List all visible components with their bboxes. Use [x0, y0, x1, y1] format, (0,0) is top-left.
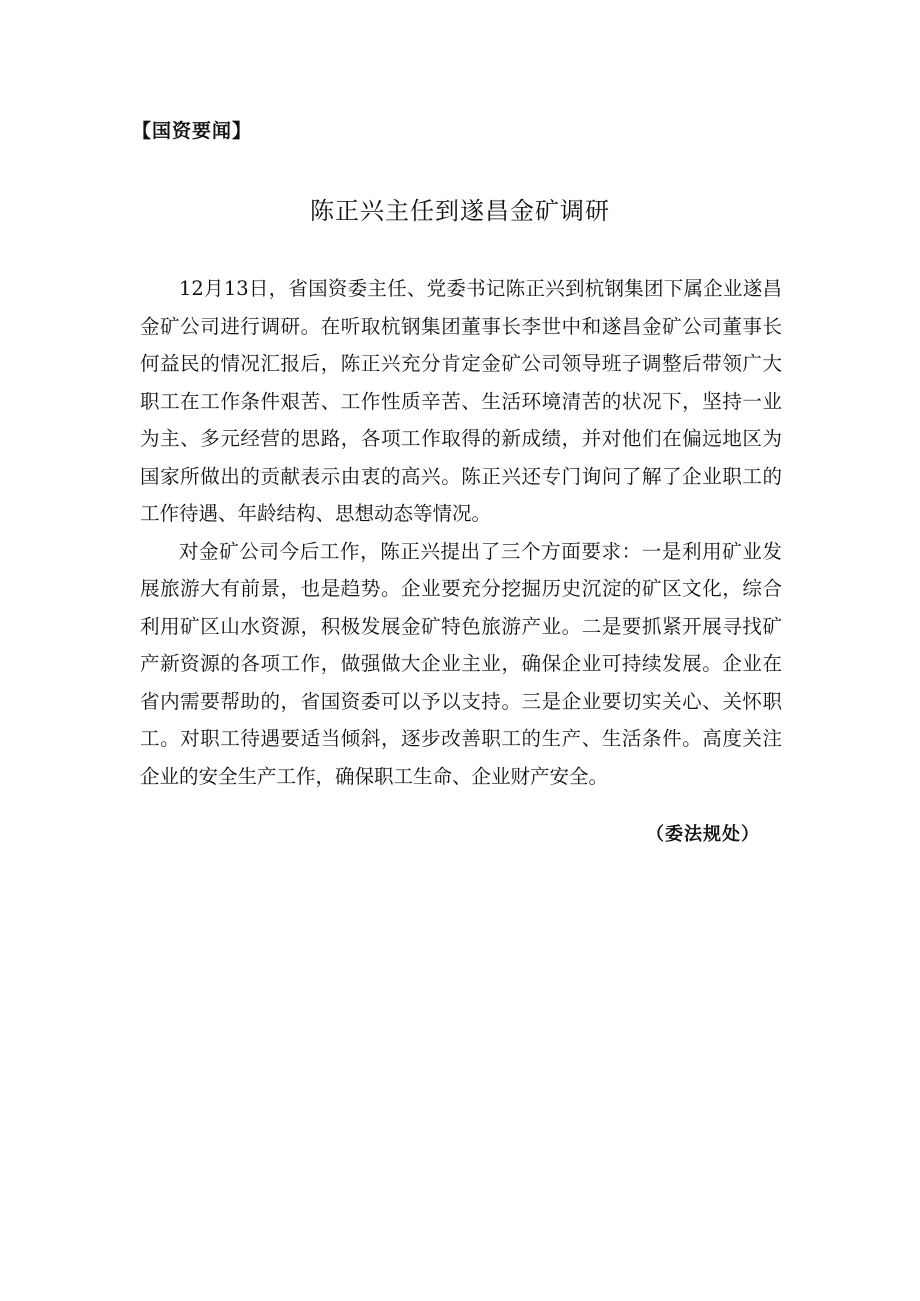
paragraph-1: 12月13日，省国资委主任、党委书记陈正兴到杭钢集团下属企业遂昌金矿公司进行调研。在听取杭钢集团董事长李世中和遂昌金矿公司董事长何益民的情况汇报后，陈正兴充分肯定金矿公司领导班子调整后带领广大职工在工作条件艰苦、工作性质辛苦、生活环境清苦的状况下，坚持一业为主、多元经营的思路，各项工作取得的新成绩，并对他们在偏远地区为国家所做出的贡献表示由衷的高兴。陈正兴还专门询问了解了企业职工的工作待遇、年龄结构、思想动态等情况。: [140, 277, 782, 525]
paragraph-2: 对金矿公司今后工作，陈正兴提出了三个方面要求：一是利用矿业发展旅游大有前景，也是趋势。企业要充分挖掘历史沉淀的矿区文化，综合利用矿区山水资源，积极发展金矿特色旅游产业。二是要抓紧开展寻找矿产新资源的各项工作，做强做大企业主业，确保企业可持续发展。企业在省内需要帮助的，省国资委可以予以支持。三是企业要切实关心、关怀职工。对职工待遇要适当倾斜，逐步改善职工的生产、生活条件。高度关注企业的安全生产工作，确保职工生命、企业财产安全。: [140, 539, 782, 788]
article-title: 陈正兴主任到遂昌金矿调研: [310, 197, 610, 225]
section-tag: 【国资要闻】: [132, 120, 253, 142]
signature: （委法规处）: [646, 824, 760, 845]
article-body: [140, 270, 782, 795]
